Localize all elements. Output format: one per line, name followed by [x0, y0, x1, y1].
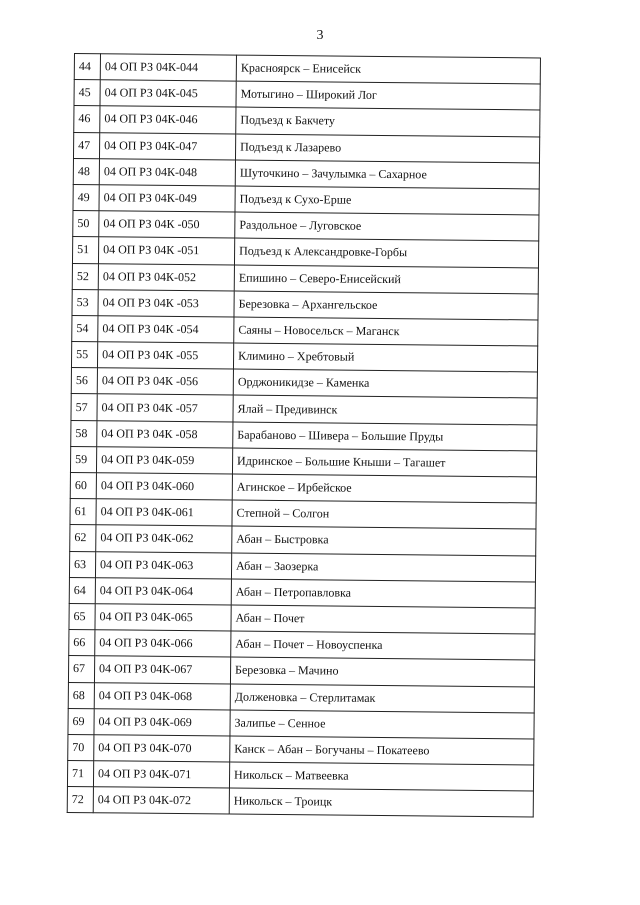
- road-code-cell: 04 ОП РЗ 04К-061: [96, 499, 232, 526]
- road-name-cell: Березовка – Архангельское: [234, 291, 538, 320]
- row-number-cell: 70: [68, 734, 94, 760]
- road-code-cell: 04 ОП РЗ 04К-062: [96, 525, 232, 552]
- road-name-cell: Абан – Почет: [231, 605, 535, 634]
- road-name-cell: Ялай – Предивинск: [233, 395, 537, 424]
- road-name-cell: Идринское – Большие Кныши – Тагашет: [232, 448, 536, 477]
- road-name-cell: Долженовка – Стерлитамак: [230, 684, 534, 713]
- row-number-cell: 64: [69, 577, 95, 603]
- road-name-cell: Подъезд к Сухо-Ерше: [235, 186, 539, 215]
- road-name-cell: Залипье – Сенное: [230, 710, 534, 739]
- road-code-cell: 04 ОП РЗ 04К-069: [94, 708, 230, 735]
- row-number-cell: 53: [72, 289, 98, 315]
- road-name-cell: Подъезд к Лазарево: [235, 134, 539, 163]
- row-number-cell: 72: [67, 787, 93, 813]
- row-number-cell: 63: [69, 551, 95, 577]
- row-number-cell: 54: [72, 315, 98, 341]
- road-code-cell: 04 ОП РЗ 04К-060: [96, 473, 232, 500]
- road-code-cell: 04 ОП РЗ 04К -054: [98, 316, 234, 343]
- road-name-cell: Абан – Петропавловка: [231, 579, 535, 608]
- row-number-cell: 49: [73, 184, 99, 210]
- row-number-cell: 59: [70, 446, 96, 472]
- road-code-cell: 04 ОП РЗ 04К-064: [95, 577, 231, 604]
- road-name-cell: Никольск – Матвеевка: [229, 762, 533, 791]
- road-code-cell: 04 ОП РЗ 04К -053: [98, 289, 234, 316]
- road-name-cell: Подъезд к Александровке-Горбы: [234, 238, 538, 267]
- row-number-cell: 56: [71, 368, 97, 394]
- road-code-cell: 04 ОП РЗ 04К-066: [95, 630, 231, 657]
- roads-table-body: [67, 54, 540, 818]
- road-code-cell: 04 ОП РЗ 04К-047: [99, 132, 235, 159]
- row-number-cell: 50: [73, 211, 99, 237]
- road-code-cell: 04 ОП РЗ 04К-070: [94, 735, 230, 762]
- row-number-cell: 55: [71, 342, 97, 368]
- road-code-cell: 04 ОП РЗ 04К-067: [94, 656, 230, 683]
- road-name-cell: Подъезд к Бакчету: [236, 107, 540, 136]
- row-number-cell: 51: [72, 237, 98, 263]
- road-name-cell: Абан – Заозерка: [231, 553, 535, 582]
- road-code-cell: 04 ОП РЗ 04К -056: [97, 368, 233, 395]
- road-name-cell: Климино – Хребтовый: [233, 343, 537, 372]
- roads-table: [67, 53, 541, 818]
- road-code-cell: 04 ОП РЗ 04К-046: [100, 106, 236, 133]
- road-name-cell: Агинское – Ирбейское: [232, 474, 536, 503]
- road-code-cell: 04 ОП РЗ 04К-052: [98, 263, 234, 290]
- row-number-cell: 68: [68, 682, 94, 708]
- road-name-cell: Барабаново – Шивера – Большие Пруды: [233, 422, 537, 451]
- road-code-cell: 04 ОП РЗ 04К -058: [97, 420, 233, 447]
- row-number-cell: 58: [71, 420, 97, 446]
- road-code-cell: 04 ОП РЗ 04К -050: [99, 211, 235, 238]
- row-number-cell: 67: [68, 656, 94, 682]
- road-code-cell: 04 ОП РЗ 04К-071: [93, 761, 229, 788]
- table-row: [67, 787, 533, 818]
- road-code-cell: 04 ОП РЗ 04К-059: [96, 447, 232, 474]
- row-number-cell: 45: [74, 80, 100, 106]
- road-code-cell: 04 ОП РЗ 04К-072: [93, 787, 229, 814]
- road-name-cell: Степной – Солгон: [232, 500, 536, 529]
- row-number-cell: 46: [74, 106, 100, 132]
- road-name-cell: Орджоникидзе – Каменка: [233, 369, 537, 398]
- road-code-cell: 04 ОП РЗ 04К-049: [99, 185, 235, 212]
- row-number-cell: 47: [73, 132, 99, 158]
- row-number-cell: 66: [69, 630, 95, 656]
- road-name-cell: Мотыгино – Широкий Лог: [236, 81, 540, 110]
- road-name-cell: Никольск – Троицк: [229, 788, 533, 817]
- road-name-cell: Березовка – Мачино: [230, 657, 534, 686]
- row-number-cell: 69: [68, 708, 94, 734]
- road-code-cell: 04 ОП РЗ 04К-044: [100, 54, 236, 81]
- row-number-cell: 62: [70, 525, 96, 551]
- row-number-cell: 65: [69, 603, 95, 629]
- page-number: 3: [316, 28, 324, 43]
- row-number-cell: 48: [73, 158, 99, 184]
- road-code-cell: 04 ОП РЗ 04К -051: [98, 237, 234, 264]
- road-code-cell: 04 ОП РЗ 04К-048: [99, 158, 235, 185]
- row-number-cell: 60: [70, 472, 96, 498]
- road-code-cell: 04 ОП РЗ 04К-045: [100, 80, 236, 107]
- road-name-cell: Раздольное – Луговское: [235, 212, 539, 241]
- road-name-cell: Саяны – Новосельск – Маганск: [234, 317, 538, 346]
- road-name-cell: Абан – Быстровка: [232, 526, 536, 555]
- road-name-cell: Епишино – Северо-Енисейский: [234, 265, 538, 294]
- road-code-cell: 04 ОП РЗ 04К -055: [97, 342, 233, 369]
- road-code-cell: 04 ОП РЗ 04К-068: [94, 682, 230, 709]
- road-code-cell: 04 ОП РЗ 04К-063: [95, 551, 231, 578]
- row-number-cell: 52: [72, 263, 98, 289]
- road-code-cell: 04 ОП РЗ 04К-065: [95, 604, 231, 631]
- road-name-cell: Шуточкино – Зачулымка – Сахарное: [235, 160, 539, 189]
- road-name-cell: Канск – Абан – Богучаны – Покатеево: [230, 736, 534, 765]
- road-code-cell: 04 ОП РЗ 04К -057: [97, 394, 233, 421]
- row-number-cell: 44: [74, 54, 100, 80]
- row-number-cell: 71: [67, 761, 93, 787]
- row-number-cell: 57: [71, 394, 97, 420]
- road-name-cell: Абан – Почет – Новоуспенка: [231, 631, 535, 660]
- road-name-cell: Красноярск – Енисейск: [236, 55, 540, 84]
- row-number-cell: 61: [70, 499, 96, 525]
